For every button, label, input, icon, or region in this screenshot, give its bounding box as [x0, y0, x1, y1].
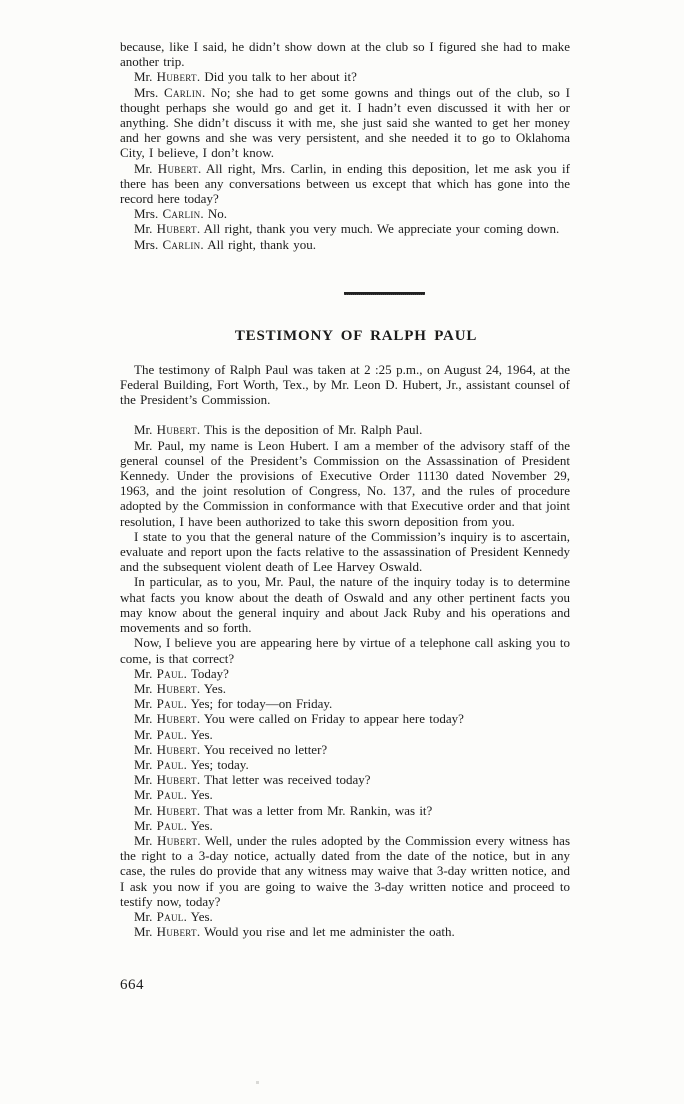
- speaker-name: Hubert: [156, 422, 197, 438]
- dialogue-line-paul: [120, 787, 570, 802]
- speaker-name: Carlin: [163, 84, 202, 100]
- text-run: . No; she had to get some gowns and things out of the club, so I thought perhaps she would go and get it. I hadn’t even discussed it with her or anything. She didn’t discuss it with me, she just said she wanted to get her money and her gowns and she was very persistent, and she needed it to go to Oklahoma City, I believe, I don’t know.: [120, 84, 570, 161]
- text-run: Mr.: [134, 802, 157, 818]
- dialogue-continuation-hubert: [120, 438, 570, 529]
- speaker-name: Carlin: [162, 206, 201, 222]
- text-run: Mr.: [134, 924, 157, 940]
- text-run: . That letter was received today?: [196, 772, 371, 788]
- text-run: . You received no letter?: [196, 741, 328, 757]
- dialogue-line-hubert: [120, 924, 570, 939]
- dialogue-line-carlin: [120, 206, 570, 221]
- text-run: Mr. Paul, my name is Leon Hubert. I am a member of the advisory staff of the general counsel of the President’s Commission on the Assassination of President Kennedy. Under the provisions of Executive Order 11130 dated November 29, 1963, and the joint resolution of Congress, No. 137, and the rules of procedure adopted by the Commission in conformance with that Executive order and that joint resolution, I have been authorized to take this sworn deposition from you.: [120, 437, 570, 529]
- dialogue-line-hubert: [120, 833, 570, 909]
- dialogue-line-hubert: [120, 161, 570, 207]
- text-run: . Would you rise and let me administer the oath.: [196, 924, 455, 940]
- text-run: . No.: [200, 206, 228, 222]
- text-run: Mr.: [134, 69, 157, 85]
- text-run: . All right, thank you very much. We appreciate your coming down.: [196, 221, 560, 237]
- text-run: Mr.: [134, 221, 157, 237]
- dialogue-line-hubert: [120, 742, 570, 757]
- speaker-name: Hubert: [156, 741, 197, 757]
- speaker-name: Paul: [156, 726, 184, 742]
- text-run: . You were called on Friday to appear here today?: [196, 711, 464, 727]
- dialogue-line-hubert: [120, 711, 570, 726]
- dialogue-line-paul: [120, 757, 570, 772]
- speaker-name: Hubert: [156, 221, 197, 237]
- text-run: Mr.: [134, 160, 158, 176]
- text-run: Mr.: [134, 787, 157, 803]
- dialogue-line-hubert: [120, 221, 570, 236]
- dialogue-line-carlin: [120, 85, 570, 161]
- text-run: Now, I believe you are appearing here by virtue of a telephone call asking you to come, is that correct?: [120, 635, 570, 666]
- text-run: Mr.: [134, 832, 158, 848]
- text-run: . Yes.: [196, 680, 227, 696]
- text-run: . Yes; today.: [183, 756, 249, 772]
- text-run: Mr.: [134, 908, 157, 924]
- dialogue-continuation-hubert: [120, 574, 570, 635]
- text-run: Mr.: [134, 696, 157, 712]
- speaker-name: Paul: [156, 696, 184, 712]
- dialogue-line-hubert: [120, 681, 570, 696]
- text-run: because, like I said, he didn’t show down at the club so I figured she had to make another trip.: [120, 39, 570, 70]
- speaker-name: Hubert: [156, 924, 197, 940]
- text-run: . All right, thank you.: [200, 236, 317, 252]
- testimony-preamble: [120, 362, 570, 408]
- speaker-name: Paul: [156, 787, 184, 803]
- text-run: Mrs.: [134, 84, 164, 100]
- speaker-name: Hubert: [157, 832, 198, 848]
- text-run: . Yes; for today—on Friday.: [183, 696, 333, 712]
- text-run: . That was a letter from Mr. Rankin, was it?: [196, 802, 433, 818]
- dialogue-line-hubert: [120, 772, 570, 787]
- text-run: . Today?: [183, 665, 229, 681]
- speaker-name: Paul: [156, 665, 184, 681]
- text-run: Mr.: [134, 772, 157, 788]
- page-number: 664: [120, 977, 144, 994]
- document-body: [120, 39, 570, 939]
- text-run: Mr.: [134, 726, 157, 742]
- text-run: . Yes.: [183, 726, 213, 742]
- section-divider-rule: [344, 292, 425, 295]
- text-run: Mrs.: [134, 236, 163, 252]
- text-run: . Well, under the rules adopted by the Commission every witness has the right to a 3-day notice, actually dated from the date of the notice, but in any case, the rules do provide that any witness may waive that 3-day written notice, and I ask you now if you are going to waive the 3-day written notice and proceed to testify now, today?: [120, 832, 570, 909]
- speaker-name: Hubert: [156, 680, 197, 696]
- text-run: The testimony of Ralph Paul was taken at 2 :25 p.m., on August 24, 1964, at the Federal Building, Fort Worth, Tex., by Mr. Leon D. Hubert, Jr., assistant counsel of the President’s Commission.: [120, 361, 570, 408]
- speaker-name: Paul: [156, 908, 184, 924]
- text-run: Mrs.: [134, 206, 163, 222]
- text-run: . Yes.: [183, 817, 213, 833]
- text-run: Mr.: [134, 741, 157, 757]
- speaker-name: Hubert: [156, 711, 197, 727]
- dialogue-line-paul: [120, 666, 570, 681]
- text-run: Mr.: [134, 817, 157, 833]
- text-column: [120, 39, 570, 994]
- speaker-name: Hubert: [156, 69, 197, 85]
- speaker-name: Carlin: [162, 236, 201, 252]
- text-run: Mr.: [134, 756, 157, 772]
- speaker-name: Paul: [156, 817, 184, 833]
- text-run: In particular, as to you, Mr. Paul, the nature of the inquiry today is to determine what facts you know about the death of Oswald and any other pertinent facts you may know about the general inquiry and about Jack Ruby and his operations and movements and so forth.: [120, 574, 570, 636]
- dialogue-line-paul: [120, 818, 570, 833]
- dialogue-line-paul: [120, 909, 570, 924]
- text-run: . This is the deposition of Mr. Ralph Paul.: [196, 422, 423, 438]
- text-run: . All right, Mrs. Carlin, in ending this deposition, let me ask you if there has been any conversations between us except that which has gone into the record here today?: [120, 160, 570, 207]
- continued-paragraph: [120, 39, 570, 69]
- text-run: Mr.: [134, 665, 157, 681]
- dialogue-line-hubert: [120, 69, 570, 84]
- text-run: I state to you that the general nature of the Commission’s inquiry is to ascertain, evaluate and report upon the facts relative to the assassination of President Kennedy and the subsequent violent death of Lee Harvey Oswald.: [120, 528, 570, 575]
- speaker-name: Hubert: [156, 802, 197, 818]
- testimony-heading: TESTIMONY OF RALPH PAUL: [234, 327, 478, 344]
- text-run: Mr.: [134, 422, 157, 438]
- dialogue-line-paul: [120, 727, 570, 742]
- speaker-name: Paul: [156, 756, 184, 772]
- text-run: Mr.: [134, 711, 157, 727]
- dialogue-continuation-hubert: [120, 635, 570, 665]
- dialogue-line-carlin: [120, 237, 570, 252]
- text-run: . Did you talk to her about it?: [196, 69, 357, 85]
- dialogue-continuation-hubert: [120, 529, 570, 575]
- dialogue-line-hubert: [120, 803, 570, 818]
- text-run: . Yes.: [183, 787, 213, 803]
- dialogue-line-hubert: [120, 422, 570, 437]
- speaker-name: Hubert: [156, 772, 197, 788]
- text-run: . Yes.: [183, 908, 213, 924]
- text-run: Mr.: [134, 680, 157, 696]
- dialogue-line-paul: [120, 696, 570, 711]
- speaker-name: Hubert: [157, 160, 198, 176]
